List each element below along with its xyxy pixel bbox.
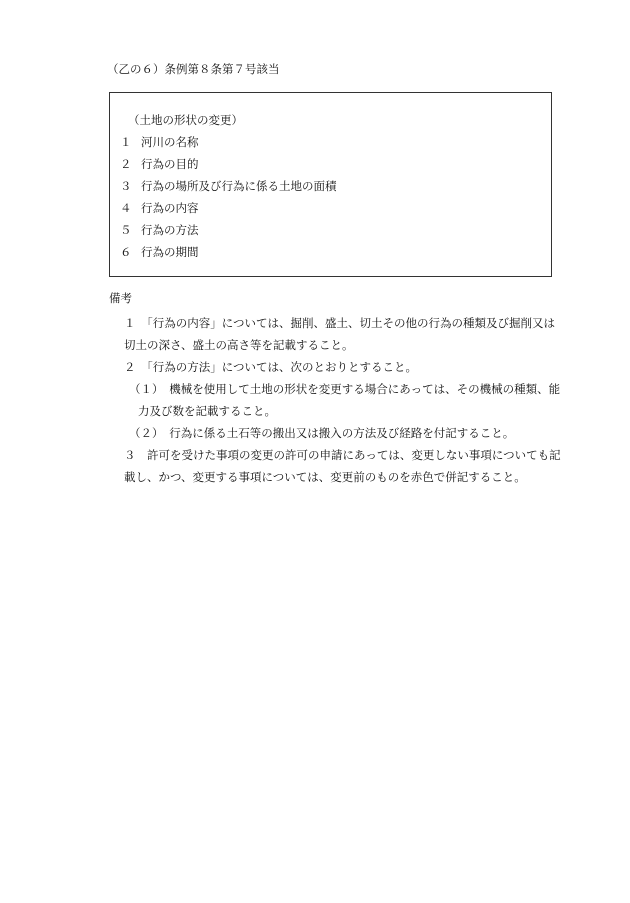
box-item-number: ４ (120, 201, 132, 215)
box-item-3 (120, 179, 337, 193)
box-item-number: ２ (120, 157, 132, 171)
box-item-text: 行為の内容 (141, 201, 199, 215)
box-item-5 (120, 223, 199, 237)
box-item-text: 行為の場所及び行為に係る土地の面積 (141, 179, 337, 193)
remark-2-1-line-2: 力及び数を記載すること。 (138, 404, 276, 418)
remark-2-2-line-1: （２） 行為に係る土石等の搬出又は搬入の方法及び経路を付記すること。 (129, 426, 515, 440)
document-header: （乙の６）条例第８条第７号該当 (107, 62, 280, 76)
box-item-number: ５ (120, 223, 132, 237)
remark-2-line-1: ２ 「行為の方法」については、次のとおりとすること。 (124, 360, 418, 374)
box-item-number: １ (120, 135, 132, 149)
remark-2-1-line-1: （１） 機械を使用して土地の形状を変更する場合にあっては、その機械の種類、能 (129, 382, 561, 396)
box-item-number: ３ (120, 179, 132, 193)
box-item-text: 河川の名称 (141, 135, 199, 149)
remark-1-line-1: １ 「行為の内容」については、掘削、盛土、切土その他の行為の種類及び掘削又は (124, 316, 556, 330)
items-box (109, 92, 552, 277)
remark-3-line-1: ３ 許可を受けた事項の変更の許可の申請にあっては、変更しない事項についても記 (124, 448, 561, 462)
box-item-4 (120, 201, 199, 215)
box-item-6 (120, 245, 199, 259)
box-item-number: ６ (120, 245, 132, 259)
box-item-text: 行為の目的 (141, 157, 199, 171)
remark-1-line-2: 切土の深さ、盛土の高さ等を記載すること。 (124, 338, 354, 352)
box-item-2 (120, 157, 199, 171)
box-item-text: 行為の期間 (141, 245, 199, 259)
box-item-text: 行為の方法 (141, 223, 199, 237)
box-title: （土地の形状の変更） (128, 113, 243, 127)
box-item-1 (120, 135, 199, 149)
remark-3-line-2: 載し、かつ、変更する事項については、変更前のものを赤色で併記すること。 (124, 470, 526, 484)
remarks-title: 備考 (109, 291, 132, 305)
